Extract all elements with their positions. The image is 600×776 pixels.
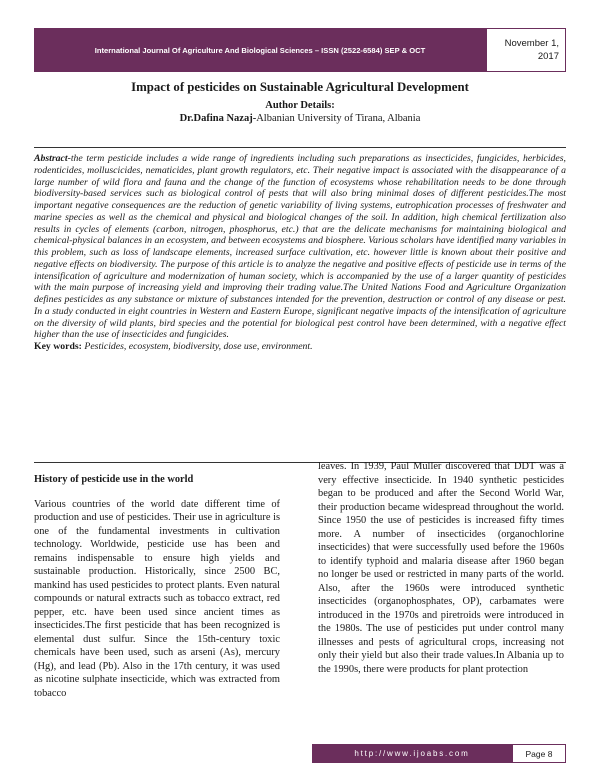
divider-top: [34, 147, 566, 148]
issue-date-line1: November 1,: [504, 38, 559, 49]
section-heading: History of pesticide use in the world: [34, 474, 194, 485]
keywords-label: Key words:: [34, 341, 82, 352]
column-left-text: Various countries of the world date different time of production and use of pesticides. Their use in agriculture is one of the fundamental investments in cultivation technology. Worldwide, pesticide use has been and remains indispensable to ensure high yields and sustainable production. Historically, since 2500 BC, mankind has used pesticides to protect plants. Even natural compounds or natural extracts such as tobacco extract, red pepper, etc. have been used since ancient times as insecticides.The first pesticide that has been recognized is elemental dust sulfur. Since the 15th-century toxic chemicals have been used, such as arseni (As), mercury (Hg), and lead (Pb). Also in the 17th century, it was used as nicotine sulphate insecticide, which was extracted from tobacco: [34, 498, 280, 699]
column-left: [34, 473, 280, 700]
column-right-text: leaves. In 1939, Paul Müller discovered that DDT was a very effective insecticide. In 1940 synthetic pesticides began to be produced and after the Second World War, their production became widespread throughout the world. Since 1950 the use of pesticides is increased fifty times more. A number of insecticides (organochlorine insecticides) that were successfully used before the 1960s to identify typhoid and malaria disease after 1960 began no longer be used or restricted in many parts of the world. Also, after the 1960s were introduced synthetic insecticides (organophosphates, OP), carbamates were introduced in the 1970s and piretroids were introduced in the 1980s. The use of pesticides put under control many illnesses and pests of agricultural crops, increasing not only their yield but also their trade values.In Albania up to the 1990s, there were products for plant protection: [318, 461, 564, 675]
keywords: [34, 341, 566, 353]
author-details-label: Author Details:: [265, 100, 335, 111]
footer-url[interactable]: http://www.ijoabs.com: [354, 749, 470, 758]
abstract-lead: Abstract-: [34, 153, 71, 164]
abstract-body: the term pesticide includes a wide range of ingredients including such preparations as insecticides, fungicides, herbicides, rodenticides, molluscicides, nematicides, plant growth regulators, etc. Their negative impact is associated with the disappearance of a large number of wild flora and fauna and the change of the function of ecosystems whose rehabilitation needs to be done through biodiversity-based services such as biological control of pests that will also bring minimal doses of different pesticides.The most important negative consequences are the reduction of genetic variability of living systems, eutrophication processes of freshwater and marine species as well as the chemical and physical and biological changes of the soil. In addition, high chemical fertilization also results in cycles of elements (carbon, nitrogen, phosphorus, etc.) that are the delicate mechanisms for maintaining biological and chemical-physical balances in an ecosystem, and between ecosystems and biosphere. Various scholars have identified many variables in this problem, such as loss of landscape elements, increased surface cultivation, etc. however little is known about their positive and negative effects on biodiversity. The purpose of this article is to analyze the negative and positive effects of pesticide use in terms of the intensification of agriculture and modernization of human society, which is accompanied by the use of a larger quantity of pesticides with the main purpose of increasing yield and improving their trading value.The United Nations Food and Agriculture Organization defines pesticides as any substance or mixture of substances intended for the prevention, destruction or control of any disease or pest. In a study conducted in eight countries in Western and Eastern Europe, significant negative impacts of the intensification of agriculture on the diversity of wild plants, bird species and the potential for biological pest control have been determined, with a negative effect higher than the use of insecticides and fungicides.: [34, 153, 566, 341]
abstract: [34, 153, 566, 353]
author-affiliation: Albanian University of Tirana, Albania: [256, 113, 421, 124]
journal-title: International Journal Of Agriculture And Biological Sciences – ISSN (2522-6584) SEP & OCT: [94, 45, 426, 55]
page-number: Page 8: [525, 748, 553, 759]
footer-url-bar: [312, 744, 512, 763]
journal-header-bar: [34, 28, 486, 72]
issue-date-box: [486, 28, 566, 72]
author-name: Dr.Dafina Nazaj-: [179, 113, 257, 124]
column-right: [318, 460, 564, 676]
keywords-text: Pesticides, ecosystem, biodiversity, dose use, environment.: [84, 341, 313, 352]
article-title: Impact of pesticides on Sustainable Agricultural Development: [131, 80, 469, 94]
issue-date-line2: 2017: [537, 51, 559, 62]
author-line: [34, 113, 566, 124]
page-number-box: [512, 744, 566, 763]
